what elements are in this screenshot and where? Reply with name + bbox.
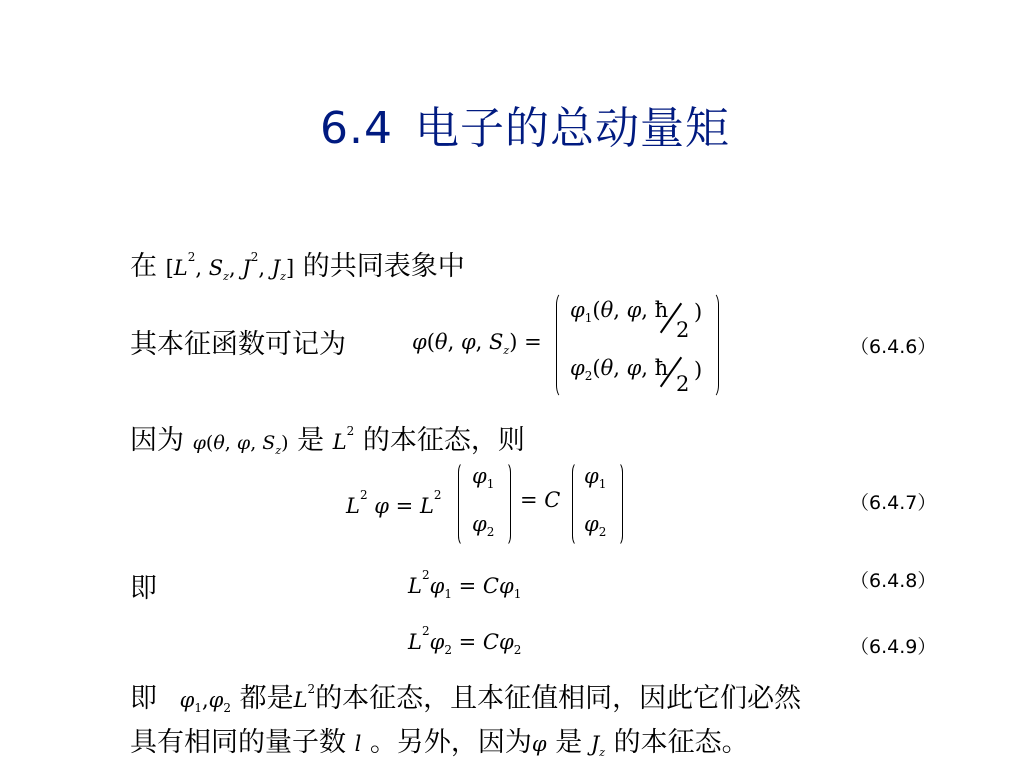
- jz-formula: $J_z$: [590, 732, 606, 759]
- l-squared-formula: $L^2$: [332, 424, 355, 454]
- vector-right-paren: [612, 462, 623, 546]
- denominator-2: 2: [676, 372, 690, 396]
- vector-2-row-1: $\varphi_1$: [584, 464, 607, 491]
- section-number: 6.4: [320, 103, 393, 154]
- text-suffix: 的本征态。: [613, 727, 749, 758]
- phi-pair-formula: $\varphi_1,\varphi_2$: [179, 688, 231, 715]
- text-suffix: 的本征态，且本征值相同，因此它们必然: [315, 683, 802, 714]
- text-middle: 是: [297, 425, 325, 456]
- commutator-set-formula: [$L^2$, $S_z$, $J^2$, $J_z$]: [165, 250, 295, 283]
- text-suffix: 的共同表象中: [302, 251, 465, 282]
- text-middle: 都是: [239, 683, 294, 714]
- row-1-close-paren: ): [694, 300, 703, 324]
- l-squared-formula: $L^2$: [293, 682, 316, 712]
- section-title: 电子的总动量矩: [414, 103, 730, 154]
- vector-left-paren: [572, 462, 583, 546]
- eigen-equation-phi1: $L^2\varphi_1 = C\varphi_1$: [408, 568, 522, 601]
- equals-c: = C: [520, 488, 561, 512]
- line-representation: [130, 244, 465, 283]
- text-prefix: 具有相同的量子数: [130, 727, 346, 758]
- matrix-right-paren: [706, 292, 719, 398]
- equation-label: （6.4.7）: [850, 492, 937, 514]
- row-2-close-paren: ): [694, 358, 703, 382]
- phi-formula: φ(θ, φ, $S_z$): [192, 432, 289, 457]
- text-prefix: 其本征函数可记为: [130, 329, 346, 360]
- line-that-is: [130, 566, 157, 605]
- phi-symbol: φ: [531, 732, 547, 756]
- eigenfunction-lhs-formula: φ(θ, φ, $S_z$) =: [412, 330, 542, 357]
- line-conclusion-2: [130, 720, 749, 759]
- vector-right-paren: [500, 462, 511, 546]
- text-prefix: 即: [130, 683, 157, 714]
- matrix-row-2: $\varphi_2(\theta$, φ, ħ: [570, 356, 669, 383]
- matrix-left-paren: [556, 292, 569, 398]
- equation-label: （6.4.9）: [850, 636, 937, 658]
- quantum-number-l: l: [354, 732, 362, 756]
- vector-2-row-2: $\varphi_2$: [584, 512, 607, 539]
- equation-label: （6.4.8）: [850, 570, 937, 592]
- matrix-row-1: $\varphi_1(\theta$, φ, ħ: [570, 298, 669, 325]
- text-suffix: 的本征态，则: [362, 425, 525, 456]
- slide-title: [320, 92, 730, 156]
- line-eigenfunction: [130, 322, 346, 361]
- denominator-2: 2: [676, 318, 690, 342]
- text-middle: 是: [555, 727, 583, 758]
- text-prefix: 即: [130, 573, 157, 604]
- vector-1-row-2: $\varphi_2$: [472, 512, 495, 539]
- line-because: [130, 418, 525, 457]
- text-prefix: 在: [130, 251, 157, 282]
- vector-left-paren: [458, 462, 469, 546]
- eigen-equation-lhs: $L^2$ $\varphi = L^2$: [346, 488, 442, 518]
- text-middle: 。另外，因为: [369, 727, 532, 758]
- line-conclusion-1: [130, 676, 801, 715]
- eigen-equation-phi2: $L^2\varphi_2 = C\varphi_2$: [408, 624, 522, 657]
- text-prefix: 因为: [130, 425, 184, 456]
- vector-1-row-1: $\varphi_1$: [472, 464, 495, 491]
- equation-label: （6.4.6）: [850, 336, 937, 358]
